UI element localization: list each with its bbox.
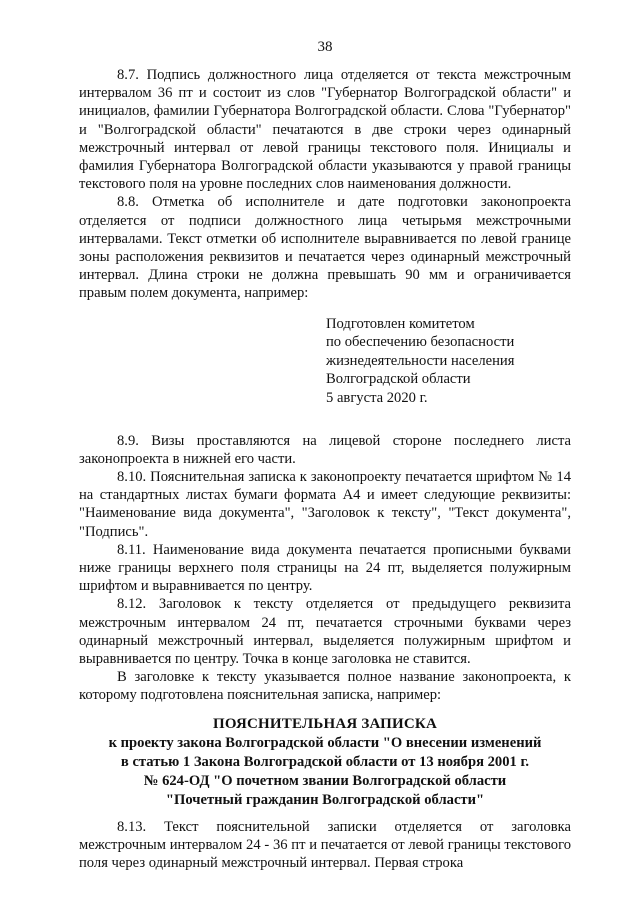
heading-line: в статью 1 Закона Волгоградской области от 13 ноября 2001 г. [120,753,530,770]
page-number: 38 [317,39,333,55]
example-line: жизнедеятельности населения [326,352,515,369]
heading-line: № 624-ОД "О почетном звании Волгоградской области [143,772,507,789]
heading-line: к проекту закона Волгоградской области "О внесении изменений [108,734,542,751]
example-line: Подготовлен комитетом [326,315,475,332]
paragraph-8-11: 8.11. Наименование вида документа печатается прописными буквами ниже границы верхнего поля страницы на 24 пт, выделяется полужирным шрифтом и выравнивается по центру. [79,541,571,595]
heading-line: "Почетный гражданин Волгоградской области" [165,791,485,808]
paragraph-8-7: 8.7. Подпись должностного лица отделяется от текста межстрочным интервалом 36 пт и состоит из слов "Губернатор Волгоградской области" и инициалов, фамилии Губернатора Волгоградской области. Слова "Губернатор" и "Волгоградской области" печатаются в две строки через одинарный межстрочный интервал от левой границы текстового поля. Инициалы и фамилия Губернатора Волгоградской области указываются у правой границы текстового поля на уровне последних слов наименования должности. [79,67,571,193]
explanatory-note-heading-example [79,715,571,810]
paragraph-8-10: 8.10. Пояснительная записка к законопроекту печатается шрифтом № 14 на стандартных листах бумаги формата А4 и имеет следующие реквизиты: "Наименование вида документа", "Заголовок к тексту", "Текст документа", "Подпись". [79,469,571,540]
paragraph-8-9: 8.9. Визы проставляются на лицевой стороне последнего листа законопроекта в нижней его части. [79,432,571,467]
explanatory-note-title: ПОЯСНИТЕЛЬНАЯ ЗАПИСКА [212,715,438,732]
example-line: Волгоградской области [326,371,471,388]
document-body [79,66,571,872]
paragraph-heading-note: В заголовке к тексту указывается полное название законопроекта, к которому подготовлена пояснительная записка, например: [79,669,571,704]
paragraph-8-13: 8.13. Текст пояснительной записки отделяется от заголовка межстрочным интервалом 24 - 36 пт и печатается от левой границы текстового поля через одинарный межстрочный интервал. Первая строка [79,818,571,872]
paragraph-8-12: 8.12. Заголовок к тексту отделяется от предыдущего реквизита межстрочным интервалом 24 пт, печатается строчными буквами через одинарный межстрочный интервал, выделяется полужирным шрифтом и выравнивается по центру. Точка в конце заголовка не ставится. [79,596,571,668]
example-line: 5 августа 2020 г. [326,390,428,407]
executor-mark-example [326,315,571,408]
paragraph-8-8: 8.8. Отметка об исполнителе и дате подготовки законопроекта отделяется от подписи должностного лица четырьмя межстрочными интервалами. Текст отметки об исполнителе выравнивается по левой границе зоны расположения реквизитов и печатается через одинарный межстрочный интервал. Длина строки не должна превышать 90 мм и ограничивается правым полем документа, например: [79,194,571,302]
example-line: по обеспечению безопасности [326,334,515,351]
